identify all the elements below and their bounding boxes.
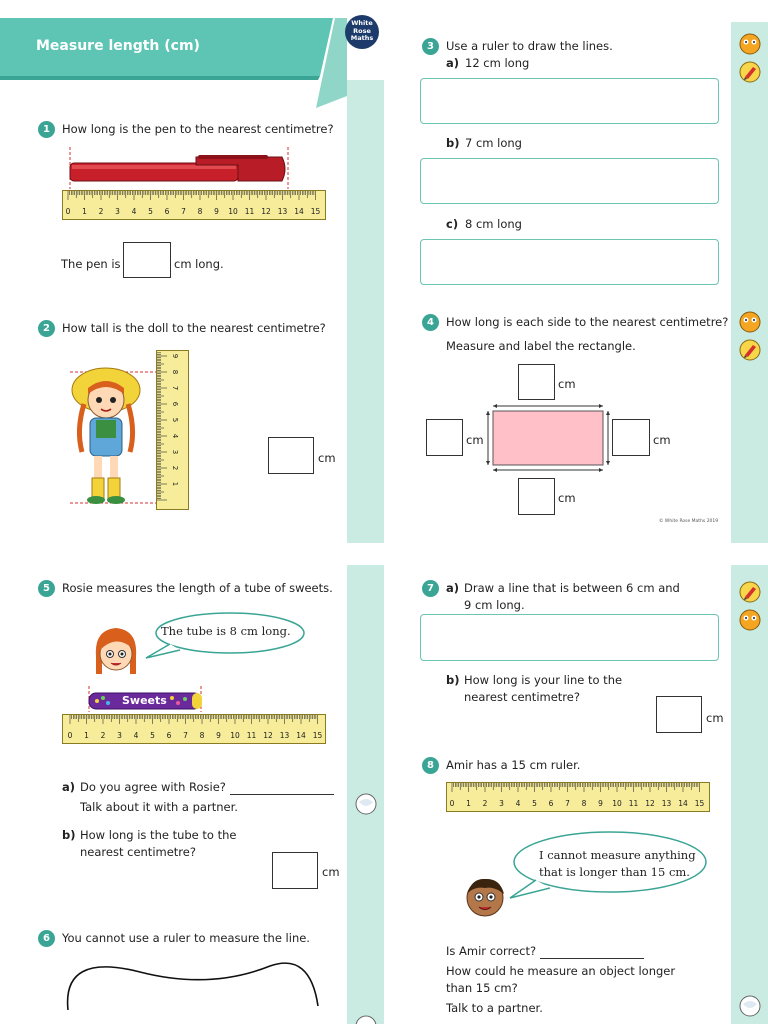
pencil-icon: [738, 580, 762, 604]
ruler-number: 13: [661, 799, 672, 808]
discussion-icon: [353, 1014, 379, 1024]
question-number-1: 1: [38, 121, 55, 138]
ruler-q8: [446, 782, 710, 812]
ruler-number: 8: [199, 731, 205, 740]
q8-text-1: Is Amir correct?: [446, 943, 644, 959]
header-banner: [0, 16, 384, 111]
question-number-2: 2: [38, 320, 55, 337]
curved-line: [60, 950, 330, 1010]
ruler-number: 13: [277, 207, 288, 216]
q3-part-b-drawing-box[interactable]: [420, 158, 719, 204]
ruler-number: 5: [532, 799, 537, 808]
q3-part-c-label: c): [446, 217, 459, 231]
ruler-number: 12: [645, 799, 655, 808]
ruler-number: 9: [598, 799, 603, 808]
ruler-number: 9: [214, 207, 219, 216]
q4-right-unit: cm: [653, 433, 671, 447]
question-5-text: Rosie measures the length of a tube of sweets.: [62, 581, 333, 595]
q1-answer-prefix: The pen is: [61, 257, 121, 271]
ruler-number: 11: [246, 731, 257, 740]
q8-text-3: than 15 cm?: [446, 981, 518, 995]
q5-part-b-label: b): [62, 828, 76, 842]
question-2-text: How tall is the doll to the nearest centimetre?: [62, 321, 326, 335]
discussion-icon: [737, 994, 763, 1018]
q3-part-a-label: a): [446, 56, 460, 70]
q2-unit: cm: [318, 451, 336, 465]
question-number-5: 5: [38, 580, 55, 597]
ruler-number: 3: [171, 449, 179, 455]
ruler-number: 6: [166, 731, 172, 740]
reasoning-icon: [738, 608, 762, 632]
ruler-number: 2: [98, 207, 104, 216]
ruler-number: 7: [183, 731, 188, 740]
ruler-number: 11: [244, 207, 255, 216]
q5-answer-box[interactable]: [272, 852, 318, 889]
ruler-number: 8: [197, 207, 203, 216]
q4-top-side-box[interactable]: [518, 364, 555, 400]
question-8-text: Amir has a 15 cm ruler.: [446, 758, 581, 772]
q7-part-b-text2: nearest centimetre?: [464, 690, 580, 704]
ruler-number: 1: [82, 207, 87, 216]
ruler-number: 8: [171, 369, 179, 375]
ruler-number: 3: [115, 207, 120, 216]
ruler-number: 1: [84, 731, 89, 740]
q7-unit: cm: [706, 711, 724, 725]
q2-answer-box[interactable]: [268, 437, 314, 474]
ruler-number: 7: [171, 385, 179, 391]
q8-answer-line[interactable]: [540, 946, 644, 959]
amir-speech-line-2: that is longer than 15 cm.: [539, 865, 690, 879]
q7-part-a-drawing-box[interactable]: [420, 614, 719, 661]
question-3-text: Use a ruler to draw the lines.: [446, 39, 613, 53]
q5-unit: cm: [322, 865, 340, 879]
question-4-text: How long is each side to the nearest centimetre?: [446, 315, 729, 329]
sweets-tube-label: Sweets: [122, 694, 167, 707]
ruler-number: 9: [216, 731, 221, 740]
question-number-7: 7: [422, 580, 439, 597]
question-6-text: You cannot use a ruler to measure the line.: [62, 931, 310, 945]
q5-part-a-answer-line[interactable]: [230, 782, 334, 795]
ruler-number: 6: [164, 207, 170, 216]
ruler-number: 1: [171, 481, 179, 487]
ruler-number: 12: [263, 731, 273, 740]
q4-bottom-unit: cm: [558, 491, 576, 505]
white-rose-logo: White Rose Maths: [345, 15, 379, 49]
discussion-icon: [353, 792, 379, 816]
ruler-number: 5: [148, 207, 153, 216]
q5-part-a-text: Do you agree with Rosie?: [80, 779, 334, 795]
reasoning-icon: [738, 32, 762, 56]
q5-part-b-text2: nearest centimetre?: [80, 845, 196, 859]
side-strip-top-left: [347, 80, 384, 543]
ruler-number: 7: [181, 207, 186, 216]
q7-part-b-text: How long is your line to the: [464, 673, 623, 687]
ruler-number: 15: [310, 207, 321, 216]
amir-speech-line-1: I cannot measure anything: [539, 848, 696, 862]
q3-part-a-text: 12 cm long: [465, 56, 530, 70]
q8-text-4: Talk to a partner.: [446, 1001, 543, 1015]
rectangle-diagram: [486, 404, 610, 472]
pen-illustration: [66, 143, 296, 189]
page-title: Measure length (cm): [36, 38, 200, 54]
amir-character: [460, 876, 510, 920]
q7-answer-box[interactable]: [656, 696, 702, 733]
ruler-number: 2: [482, 799, 488, 808]
ruler-number: 3: [499, 799, 504, 808]
ruler-number: 5: [150, 731, 155, 740]
ruler-number: 5: [171, 417, 179, 423]
q3-part-a-drawing-box[interactable]: [420, 78, 719, 124]
ruler-number: 4: [133, 731, 139, 740]
rosie-speech-text: The tube is 8 cm long.: [161, 624, 291, 638]
question-number-4: 4: [422, 314, 439, 331]
ruler-number: 4: [171, 433, 179, 439]
q7-part-b-label: b): [446, 673, 460, 687]
ruler-number: 13: [279, 731, 290, 740]
ruler-number: 14: [294, 207, 304, 216]
ruler-number: 6: [171, 401, 179, 407]
ruler-number: 2: [100, 731, 106, 740]
ruler-number: 0: [65, 207, 71, 216]
ruler-number: 11: [628, 799, 639, 808]
q3-part-b-text: 7 cm long: [465, 136, 522, 150]
question-number-8: 8: [422, 757, 439, 774]
ruler-number: 15: [694, 799, 705, 808]
q5-part-a-text2: Talk about it with a partner.: [80, 800, 238, 814]
q4-left-unit: cm: [466, 433, 484, 447]
ruler-number: 8: [581, 799, 587, 808]
ruler-number: 4: [131, 207, 137, 216]
ruler-number: 3: [117, 731, 122, 740]
rosie-character: [92, 626, 142, 680]
ruler-number: 4: [515, 799, 521, 808]
q3-part-c-text: 8 cm long: [465, 217, 522, 231]
q4-left-side-box[interactable]: [426, 419, 463, 456]
reasoning-icon: [738, 310, 762, 334]
pencil-icon: [738, 60, 762, 84]
ruler-number: 14: [296, 731, 306, 740]
q4-top-unit: cm: [558, 377, 576, 391]
ruler-number: 14: [678, 799, 688, 808]
q3-part-b-label: b): [446, 136, 460, 150]
q4-bottom-side-box[interactable]: [518, 478, 555, 515]
ruler-number: 6: [548, 799, 554, 808]
copyright-text: © White Rose Maths 2019: [659, 519, 719, 524]
pencil-icon: [738, 338, 762, 362]
ruler-number: 0: [449, 799, 455, 808]
side-strip-top-right: [731, 22, 768, 543]
q3-part-c-drawing-box[interactable]: [420, 239, 719, 285]
ruler-number: 1: [466, 799, 471, 808]
ruler-q5: [62, 714, 326, 744]
q5-part-a-label: a): [62, 780, 76, 794]
doll-illustration: [66, 360, 161, 510]
question-number-3: 3: [422, 38, 439, 55]
vertical-ruler-q2: [156, 350, 189, 510]
q7-part-a-text: Draw a line that is between 6 cm and: [464, 581, 680, 595]
q7-part-a-label: a): [446, 581, 460, 595]
ruler-number: 0: [67, 731, 73, 740]
question-1-text: How long is the pen to the nearest centimetre?: [62, 122, 334, 136]
q4-right-side-box[interactable]: [612, 419, 650, 456]
q5-part-b-text: How long is the tube to the: [80, 828, 237, 842]
ruler-number: 10: [228, 207, 238, 216]
q1-answer-suffix: cm long.: [174, 257, 224, 271]
q8-text-2: How could he measure an object longer: [446, 964, 676, 978]
side-strip-bottom-right: [731, 565, 768, 1024]
ruler-number: 2: [171, 465, 179, 471]
ruler-number: 10: [230, 731, 240, 740]
q7-part-a-text2: 9 cm long.: [464, 598, 525, 612]
q1-answer-box[interactable]: [123, 242, 171, 278]
question-number-6: 6: [38, 930, 55, 947]
ruler-number: 7: [565, 799, 570, 808]
ruler-number: 9: [171, 353, 179, 359]
ruler-number: 10: [612, 799, 622, 808]
ruler-q1: [62, 190, 326, 220]
question-4-instruction: Measure and label the rectangle.: [446, 339, 636, 353]
ruler-number: 15: [312, 731, 323, 740]
ruler-number: 12: [261, 207, 271, 216]
